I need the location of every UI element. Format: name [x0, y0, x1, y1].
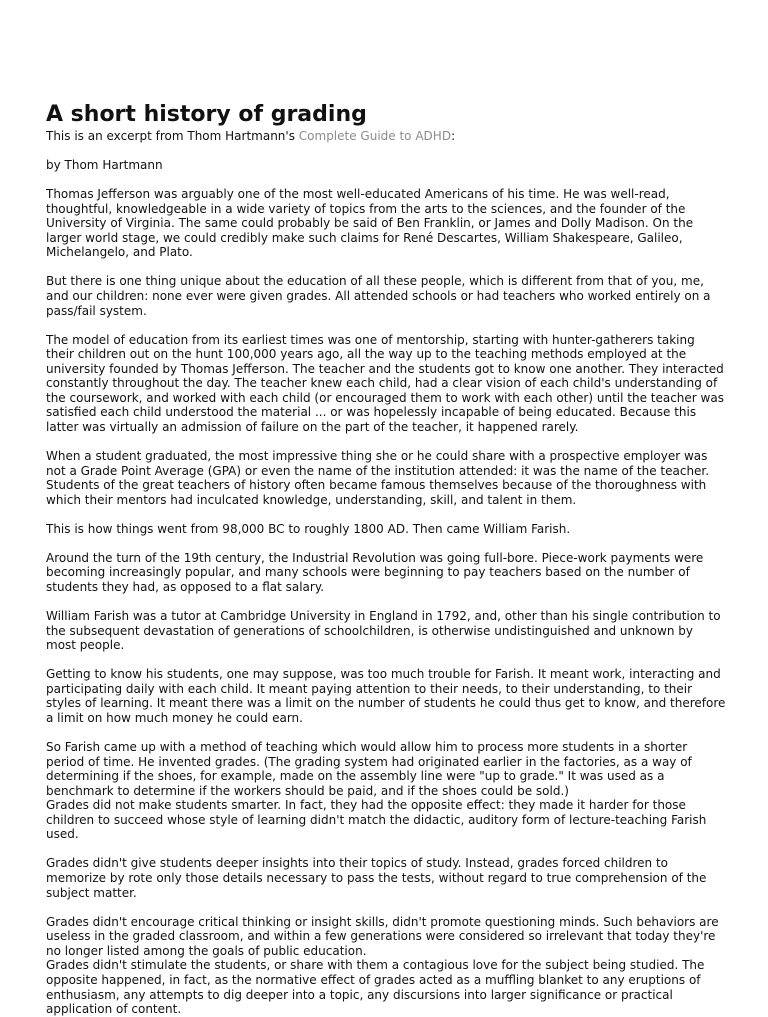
article — [46, 102, 726, 1017]
paragraph-grades-not-smarter: Grades did not make students smarter. In fact, they had the opposite effect: they made it harder for those children to succeed whose style of learning didn't match the didactic, auditory form of lecture-teaching Farish used. — [46, 798, 707, 842]
paragraph-invented-grades: So Farish came up with a method of teaching which would allow him to process more students in a shorter period of time. He invented grades. (The grading system had originated earlier in the factories, as a way of determining if the shoes, for example, made on the assembly line were "up to grade." It was used as a benchmark to determine if the workers should be paid, and if the shoes could be sold.) — [46, 739, 692, 798]
paragraph-jefferson: Thomas Jefferson was arguably one of the most well-educated Americans of his time. He was well-read, thoughtful, knowledgeable in a wide variety of topics from the arts to the sciences, and the founder of the University of Virginia. The same could probably be said of Ben Franklin, or James and Dolly Madison. On the larger world stage, we could credibly make such claims for René Descartes, William Shakespeare, Galileo, Michelangelo, and Plato. — [46, 186, 694, 260]
article-title: A short history of grading — [46, 102, 367, 127]
intro-colon: : — [451, 129, 456, 143]
paragraph-graduation: When a student graduated, the most impressive thing she or he could share with a prospective employer was not a Grade Point Average (GPA) or even the name of the institution attended: it was the name of the teacher. Students of the great teachers of history often became famous themselves because of the thoroughness with which their mentors had inculcated knowledge, understanding, skill, and talent in them. — [46, 449, 710, 507]
paragraph-getting-to-know: Getting to know his students, one may suppose, was too much trouble for Farish. It meant work, interacting and participating daily with each child. It meant paying attention to their needs, to their understanding, to their styles of learning. It meant there was a limit on the number of students he could thus get to know, and therefore a limit on how much money he could earn. — [46, 667, 726, 725]
paragraph-grades-no-critical-thinking: Grades didn't encourage critical thinking or insight skills, didn't promote questioning minds. Such behaviors are useless in the graded classroom, and within a few generations were considered so irrelevant that today they're no longer listed among the goals of public education. — [46, 914, 719, 958]
complete-guide-to-adhd-link[interactable]: Complete Guide to ADHD — [298, 129, 452, 143]
intro-text: This is an excerpt from Thom Hartmann's — [46, 129, 299, 143]
intro-line — [46, 129, 726, 144]
byline: by Thom Hartmann — [46, 157, 163, 172]
paragraph-mentorship: The model of education from its earliest times was one of mentorship, starting with hunter-gatherers taking their children out on the hunt 100,000 years ago, all the way up to the teaching methods employed at the university founded by Thomas Jefferson. The teacher and the students got to know one another. They interacted constantly throughout the day. The teacher knew each child, had a clear vision of each child's understanding of the coursework, and worked with each child (or encouraged them to work with each other) until the teacher was satisfied each child understood the material ... or was hopelessly incapable of being educated. Because this latter was virtually an admission of failure on the part of the teacher, it happened rarely. — [46, 332, 724, 435]
paragraph-grades-no-insight: Grades didn't give students deeper insights into their topics of study. Instead, grades forced children to memorize by rote only those details necessary to pass the tests, without regard to true comprehension of the subject matter. — [46, 856, 707, 900]
paragraph-no-grades: But there is one thing unique about the education of all these people, which is different from that of you, me, and our children: none ever were given grades. All attended schools or had teachers who worked entirely on a pass/fail system. — [46, 274, 711, 318]
paragraph-industrial-revolution: Around the turn of the 19th century, the Industrial Revolution was going full-bore. Piece-work payments were becoming increasingly popular, and many schools were beginning to pay teachers based on the number of students they had, as opposed to a flat salary. — [46, 550, 704, 594]
paragraph-grades-no-stimulation: Grades didn't stimulate the students, or share with them a contagious love for the subject being studied. The opposite happened, in fact, as the normative effect of grades acted as a muffling blanket to any eruptions of enthusiasm, any attempts to dig deeper into a topic, any discursions into larger significance or practical application of content. — [46, 958, 705, 1017]
paragraph-farish-tutor: William Farish was a tutor at Cambridge University in England in 1792, and, other than his single contribution to the subsequent devastation of generations of schoolchildren, is otherwise undistinguished and unknown by most people. — [46, 608, 721, 653]
paragraph-farish-arrives: This is how things went from 98,000 BC to roughly 1800 AD. Then came William Farish. — [46, 521, 571, 536]
